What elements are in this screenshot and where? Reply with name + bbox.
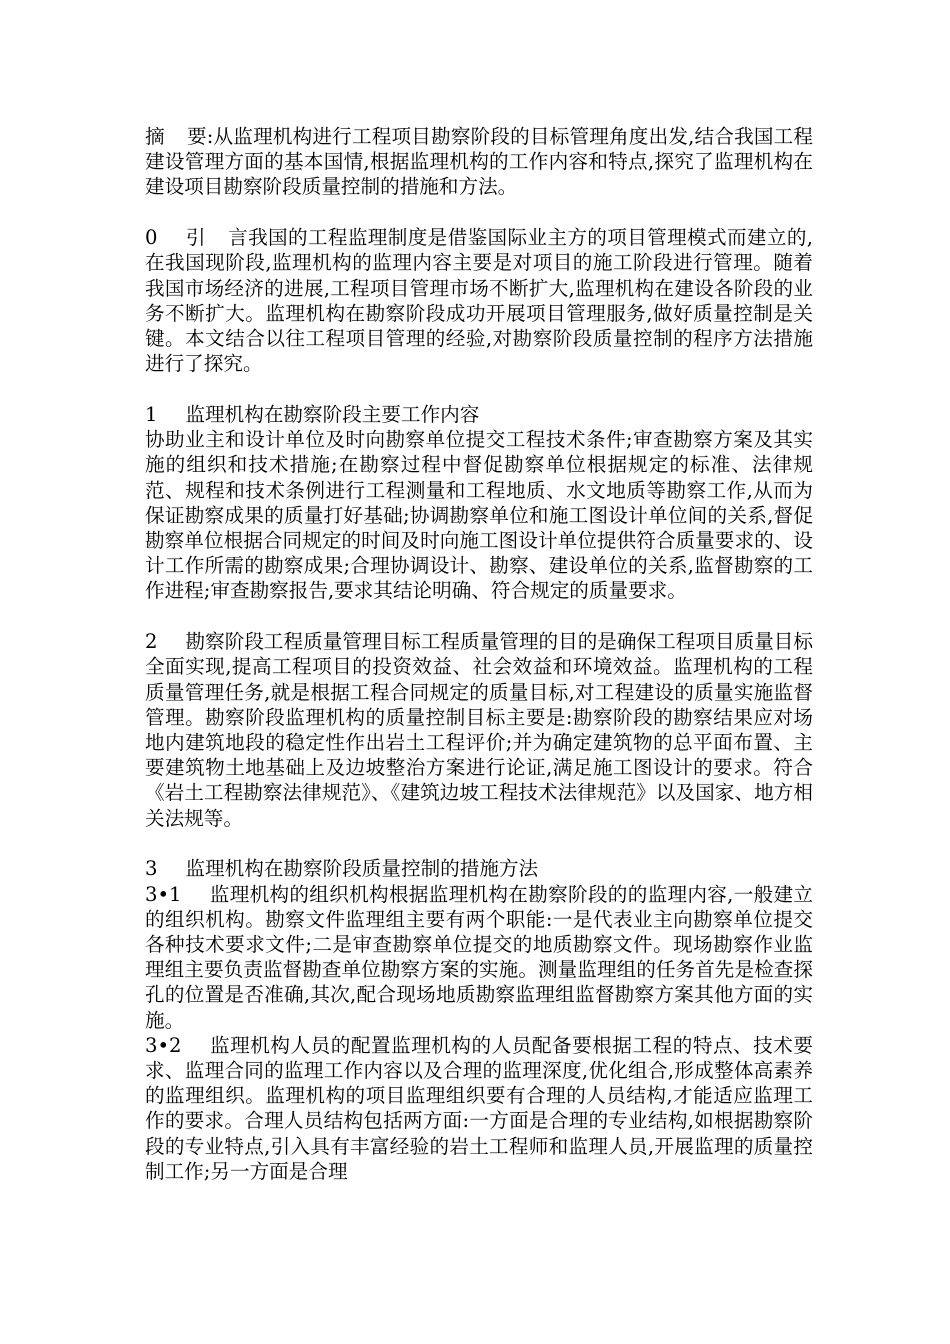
- section-3-2-number: 3•2: [145, 1033, 182, 1057]
- section-3-title: 监理机构在勘察阶段质量控制的措施方法: [185, 857, 539, 881]
- section-1-number: 1: [145, 403, 158, 427]
- section-2-paragraph: [145, 629, 813, 831]
- section-0-title-b: 言: [227, 226, 249, 250]
- section-3-1-paragraph: [145, 882, 813, 1033]
- paragraph-gap: [145, 200, 813, 226]
- section-1-heading: [145, 402, 813, 427]
- paragraph-gap: [145, 831, 813, 857]
- section-0-paragraph: [145, 225, 813, 376]
- paragraph-gap: [145, 604, 813, 630]
- section-3-1-text: 根据监理机构在勘察阶段的的监理内容,一般建立的组织机构。勘察文件监理组主要有两个职能:一是代表业主向勘察单位提交各种技术要求文件;二是审查勘察单位提交的地质勘察文件。现场勘察作业监理组主要负责监督勘查单位勘察方案的实施。测量监理组的任务首先是检查探孔的位置是否准确,其次,配合现场地质勘察监理组监督勘察方案其他方面的实施。: [145, 882, 814, 1032]
- section-3-heading: [145, 856, 813, 881]
- section-1-text: 协助业主和设计单位及时向勘察单位提交工程技术条件;审查勘察方案及其实施的组织和技术措施;在勘察过程中督促勘察单位根据规定的标准、法律规范、规程和技术条例进行工程测量和工程地质、水文地质等勘察工作,从而为保证勘察成果的质量打好基础;协调勘察单位和施工图设计单位间的关系,督促勘察单位根据合同规定的时间及时向施工图设计单位提供符合质量要求的、设计工作所需的勘察成果;合理协调设计、勘察、建设单位的关系,监督勘察的工作进程;审查勘察报告,要求其结论明确、符合规定的质量要求。: [145, 428, 813, 603]
- abstract-paragraph: [145, 124, 813, 200]
- document-body: [145, 124, 813, 1184]
- section-2-text: 工程质量管理的目的是确保工程项目质量目标全面实现,提高工程项目的投资效益、社会效益和环境效益。监理机构的工程质量管理任务,就是根据工程合同规定的质量目标,对工程建设的质量实施监督管理。勘察阶段监理机构的质量控制目标主要是:勘察阶段的勘察结果应对场地内建筑地段的稳定性作出岩土工程评价;并为确定建筑物的总平面布置、主要建筑物土地基础上及边坡整治方案进行论证,满足施工图设计的要求。符合《岩土工程勘察法律规范》、《建筑边坡工程技术法律规范》以及国家、地方相关法规等。: [145, 630, 814, 830]
- section-0-number: 0: [145, 226, 158, 250]
- section-2-title: 勘察阶段工程质量管理目标: [185, 630, 421, 654]
- section-3-1-title: 监理机构的组织机构: [209, 882, 389, 906]
- section-3-number: 3: [145, 857, 158, 881]
- section-3-2-text: 监理机构的人员配备要根据工程的特点、技术要求、监理合同的监理工作内容以及合理的监理深度,优化组合,形成整体高素养的监理组织。监理机构的项目监理组织要有合理的人员结构,才能适应监理工作的要求。合理人员结构包括两方面:一方面是合理的专业结构,如根据勘察阶段的专业特点,引入具有丰富经验的岩土工程师和监理人员,开展监理的质量控制工作;另一方面是合理: [145, 1033, 814, 1183]
- section-3-1-number: 3•1: [145, 882, 182, 906]
- section-0-text: 我国的工程监理制度是借鉴国际业主方的项目管理模式而建立的,在我国现阶段,监理机构的监理内容主要是对项目的施工阶段进行管理。随着我国市场经济的进展,工程项目管理市场不断扩大,监理机构在建设各阶段的业务不断扩大。监理机构在勘察阶段成功开展项目管理服务,做好质量控制是关键。本文结合以往工程项目管理的经验,对勘察阶段质量控制的程序方法措施进行了探究。: [145, 226, 813, 376]
- section-3-2-title: 监理机构人员的配置: [209, 1033, 392, 1057]
- abstract-label-b: 要:: [186, 125, 214, 148]
- paragraph-gap: [145, 376, 813, 402]
- section-2-number: 2: [145, 630, 158, 654]
- section-3-2-paragraph: [145, 1033, 813, 1184]
- abstract-text: 从监理机构进行工程项目勘察阶段的目标管理角度出发,结合我国工程建设管理方面的基本国情,根据监理机构的工作内容和特点,探究了监理机构在建设项目勘察阶段质量控制的措施和方法。: [145, 125, 813, 199]
- abstract-label-a: 摘: [145, 125, 165, 148]
- section-1-title: 监理机构在勘察阶段主要工作内容: [185, 403, 480, 427]
- section-0-title-a: 引: [185, 226, 206, 250]
